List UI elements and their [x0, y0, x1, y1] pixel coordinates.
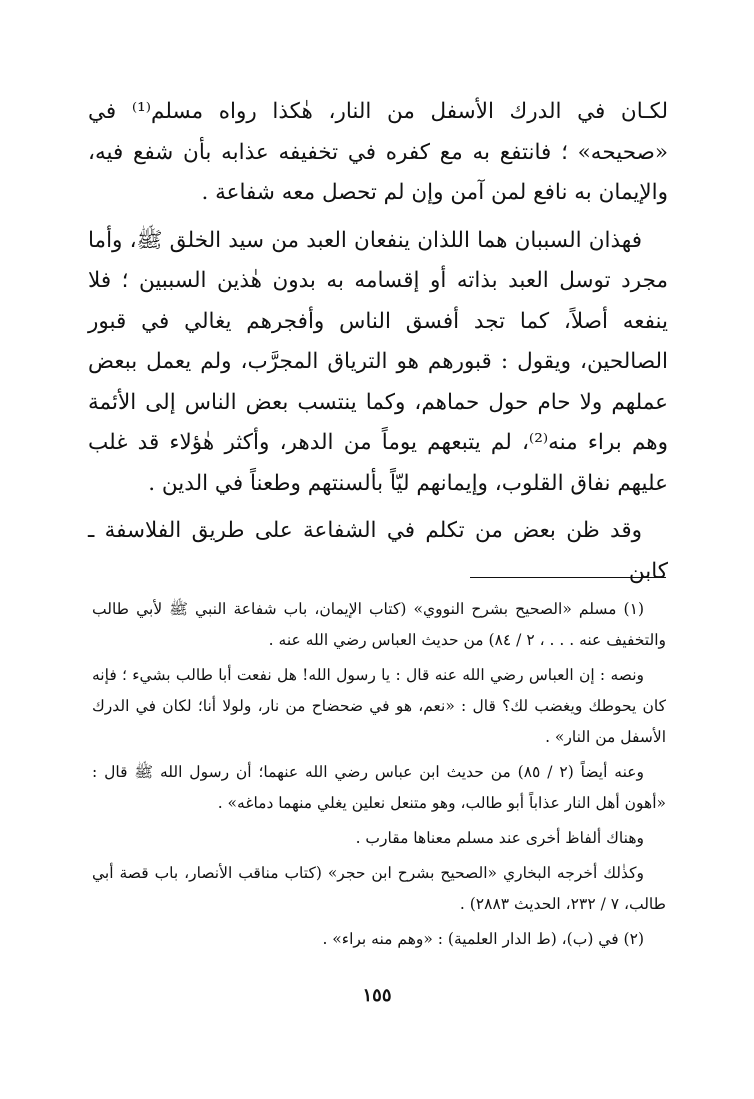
page-number: ١٥٥	[362, 985, 392, 1006]
footnote-1-ibn-abbas: وعنه أيضاً (٢ / ٨٥) من حديث ابن عباس رضي الله عنهما؛ أن رسول الله ﷺ قال : «أهون أهل النار عذاباً أبو طالب، وهو متنعل نعلين يغلي منهما دماغه» .	[92, 763, 666, 812]
footnote-2: (٢) في (ب)، (ط الدار العلمية) : «وهم منه براء» .	[322, 930, 644, 948]
paragraph-two-causes: فهذان السببان هما اللذان ينفعان العبد من سيد الخلق ﷺ، وأما مجرد توسل العبد بذاته أو إقسامه به بدون هٰذين السببين ؛ فلا ينفعه أصلاً، كما تجد أفسق الناس وأفجرهم يغالي في قبور الصالحين، ويقول : قبورهم هو الترياق المجرَّب، ولم يعمل ببعض عملهم ولا حام حول حماهم، وكما ينتسب بعض الناس إلى الأئمة وهم براء منه⁽²⁾، لم يتبعهم يوماً من الدهر، وأكثر هٰؤلاء قد غلب عليهم نفاق القلوب، وإيمانهم ليّاً بألسنتهم وطعناً في الدين .	[88, 227, 668, 496]
footnotes	[92, 594, 666, 955]
footnote-1-bukhari: وكذٰلك أخرجه البخاري «الصحيح بشرح ابن حجر» (كتاب مناقب الأنصار، باب قصة أبي طالب، ٧ / ٢٣٢، الحديث ٢٨٨٣) .	[92, 864, 666, 913]
paragraph-continuation: لكـان في الدرك الأسفل من النار، هٰكذا رواه مسلم⁽¹⁾ في «صحيحه» ؛ فانتفع به مع كفره في تخفيفه عذابه بأن شفع فيه، والإيمان به نافع لمن آمن وإن لم تحصل معه شفاعة .	[88, 99, 668, 205]
footnote-1-text: ونصه : إن العباس رضي الله عنه قال : يا رسول الله! هل نفعت أبا طالب بشيء ؛ فإنه كان يحوطك ويغضب لك؟ قال : «نعم، هو في ضحضاح من نار، ولولا أنا؛ لكان في الدرك الأسفل من النار» .	[92, 666, 666, 746]
footnote-1: (١) مسلم «الصحيح بشرح النووي» (كتاب الإيمان، باب شفاعة النبي ﷺ لأبي طالب والتخفيف عنه . . . ، ٢ / ٨٤) من حديث العباس رضي الله عنه .	[92, 600, 666, 649]
footnote-divider	[470, 577, 666, 578]
main-text	[88, 92, 668, 592]
paragraph-shafaa-philosophers: وقد ظن بعض من تكلم في الشفاعة على طريق الفلاسفة ـ كابن	[88, 518, 668, 584]
footnote-1-other-wordings: وهناك ألفاظ أخرى عند مسلم معناها مقارب .	[355, 829, 644, 847]
